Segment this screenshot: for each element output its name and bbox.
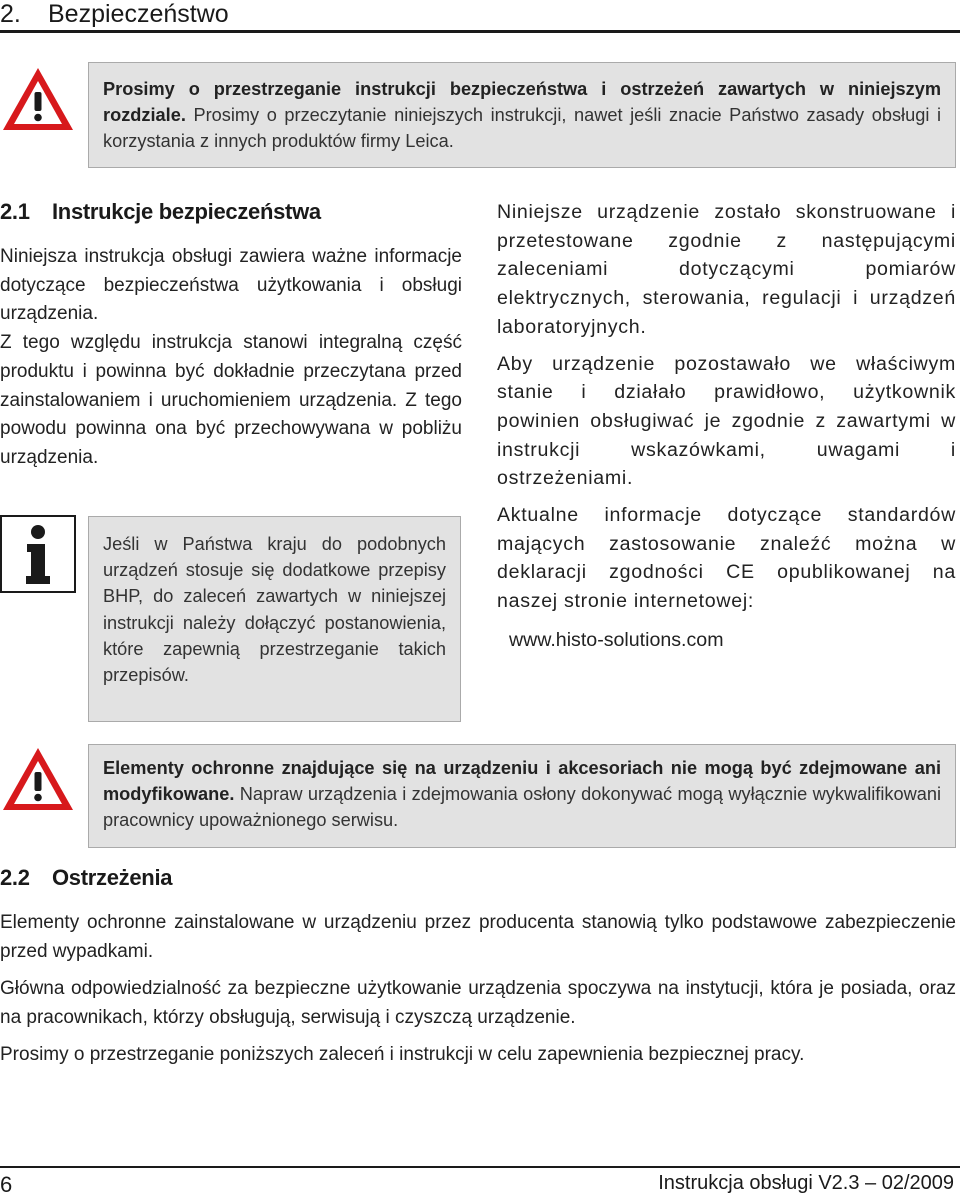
paragraph: Niniejsze urządzenie zostało skonstruowane i przetestowane zgodnie z następującymi zaleceniami dotyczącymi pomiarów elektrycznych, sterowania, regulacji i urządzeń laboratoryjnych. bbox=[497, 201, 956, 338]
info-note-text: Jeśli w Państwa kraju do podobnych urządzeń stosuje się dodatkowe przepisy BHP, do zaleceń zawartych w niniejszej instrukcji należy dołączyć postanowienia, które zapewnią przestrzeganie takich przepisów. bbox=[103, 534, 446, 686]
page-title bbox=[0, 0, 960, 33]
warning-triangle-icon bbox=[0, 744, 76, 814]
section-title: Instrukcje bezpieczeństwa bbox=[52, 199, 321, 224]
paragraph: Aktualne informacje dotyczące standardów mających zastosowanie znaleźć można w deklaracji zgodności CE opublikowanej na naszej stronie internetowej: bbox=[497, 504, 956, 613]
footer-divider bbox=[0, 1166, 960, 1168]
chapter-number: 2. bbox=[0, 0, 21, 28]
protective-elements-notice-box bbox=[88, 744, 956, 848]
info-icon bbox=[0, 515, 76, 593]
section-number: 2.1 bbox=[0, 199, 30, 224]
protective-notice-lead: Elementy ochronne znajdujące się na urządzeniu i akcesoriach nie mogą być zdejmowane ani modyfikowane. bbox=[103, 758, 941, 804]
paragraph: Prosimy o przestrzeganie poniższych zaleceń i instrukcji w celu zapewnienia bezpiecznej pracy. bbox=[0, 1044, 805, 1065]
section-title: Ostrzeżenia bbox=[52, 865, 173, 890]
paragraph: Aby urządzenie pozostawało we właściwym stanie i działało prawidłowo, użytkownik powinien obsługiwać je zgodnie z zawartymi w instrukcji wskazówkami, uwagami i ostrzeżeniami. bbox=[497, 352, 956, 490]
warning-triangle-icon bbox=[0, 64, 76, 134]
website-url[interactable]: www.histo-solutions.com bbox=[509, 628, 724, 651]
safety-notice-lead: Prosimy o przestrzeganie instrukcji bezpieczeństwa i ostrzeżeń zawartych w niniejszym rozdziale. bbox=[103, 79, 941, 125]
section-number: 2.2 bbox=[0, 865, 30, 890]
chapter-title: Bezpieczeństwo bbox=[48, 0, 229, 28]
safety-notice-text: Prosimy o przeczytanie niniejszych instrukcji, nawet jeśli znacie Państwo zasady obsługi i korzystania z innych produktów firmy Leica. bbox=[103, 105, 941, 151]
section-2-2-body bbox=[0, 908, 956, 1077]
section-heading-2-2 bbox=[0, 865, 172, 891]
paragraph: Elementy ochronne zainstalowane w urządzeniu przez producenta stanowią tylko podstawowe zabezpieczenie przed wypadkami. bbox=[0, 912, 956, 962]
safety-notice-box bbox=[88, 62, 956, 168]
footer-doc-title: Instrukcja obsługi V2.3 – 02/2009 bbox=[658, 1172, 954, 1194]
paragraph: Niniejsza instrukcja obsługi zawiera ważne informacje dotyczące bezpieczeństwa użytkowania i obsługi urządzenia. bbox=[0, 246, 462, 325]
paragraph: Z tego względu instrukcja stanowi integralną część produktu i powinna być dokładnie przeczytana przed zainstalowaniem i uruchomieniem urządzenia. Z tego powodu powinna ona być przechowywana w pobliżu urządzenia. bbox=[0, 332, 462, 468]
section-2-1-body bbox=[0, 243, 462, 473]
section-heading-2-1 bbox=[0, 199, 321, 225]
paragraph: Główna odpowiedzialność za bezpieczne użytkowanie urządzenia spoczywa na instytucji, która je posiada, oraz na pracownikach, którzy obsługują, serwisują i czyszczą urządzenie. bbox=[0, 978, 956, 1028]
info-note-box bbox=[88, 516, 461, 722]
page-number: 6 bbox=[0, 1172, 13, 1197]
protective-notice-text: Napraw urządzenia i zdejmowania osłony dokonywać mogą wyłącznie wykwalifikowani pracownicy upoważnionego serwisu. bbox=[103, 784, 941, 830]
right-column bbox=[497, 198, 956, 655]
